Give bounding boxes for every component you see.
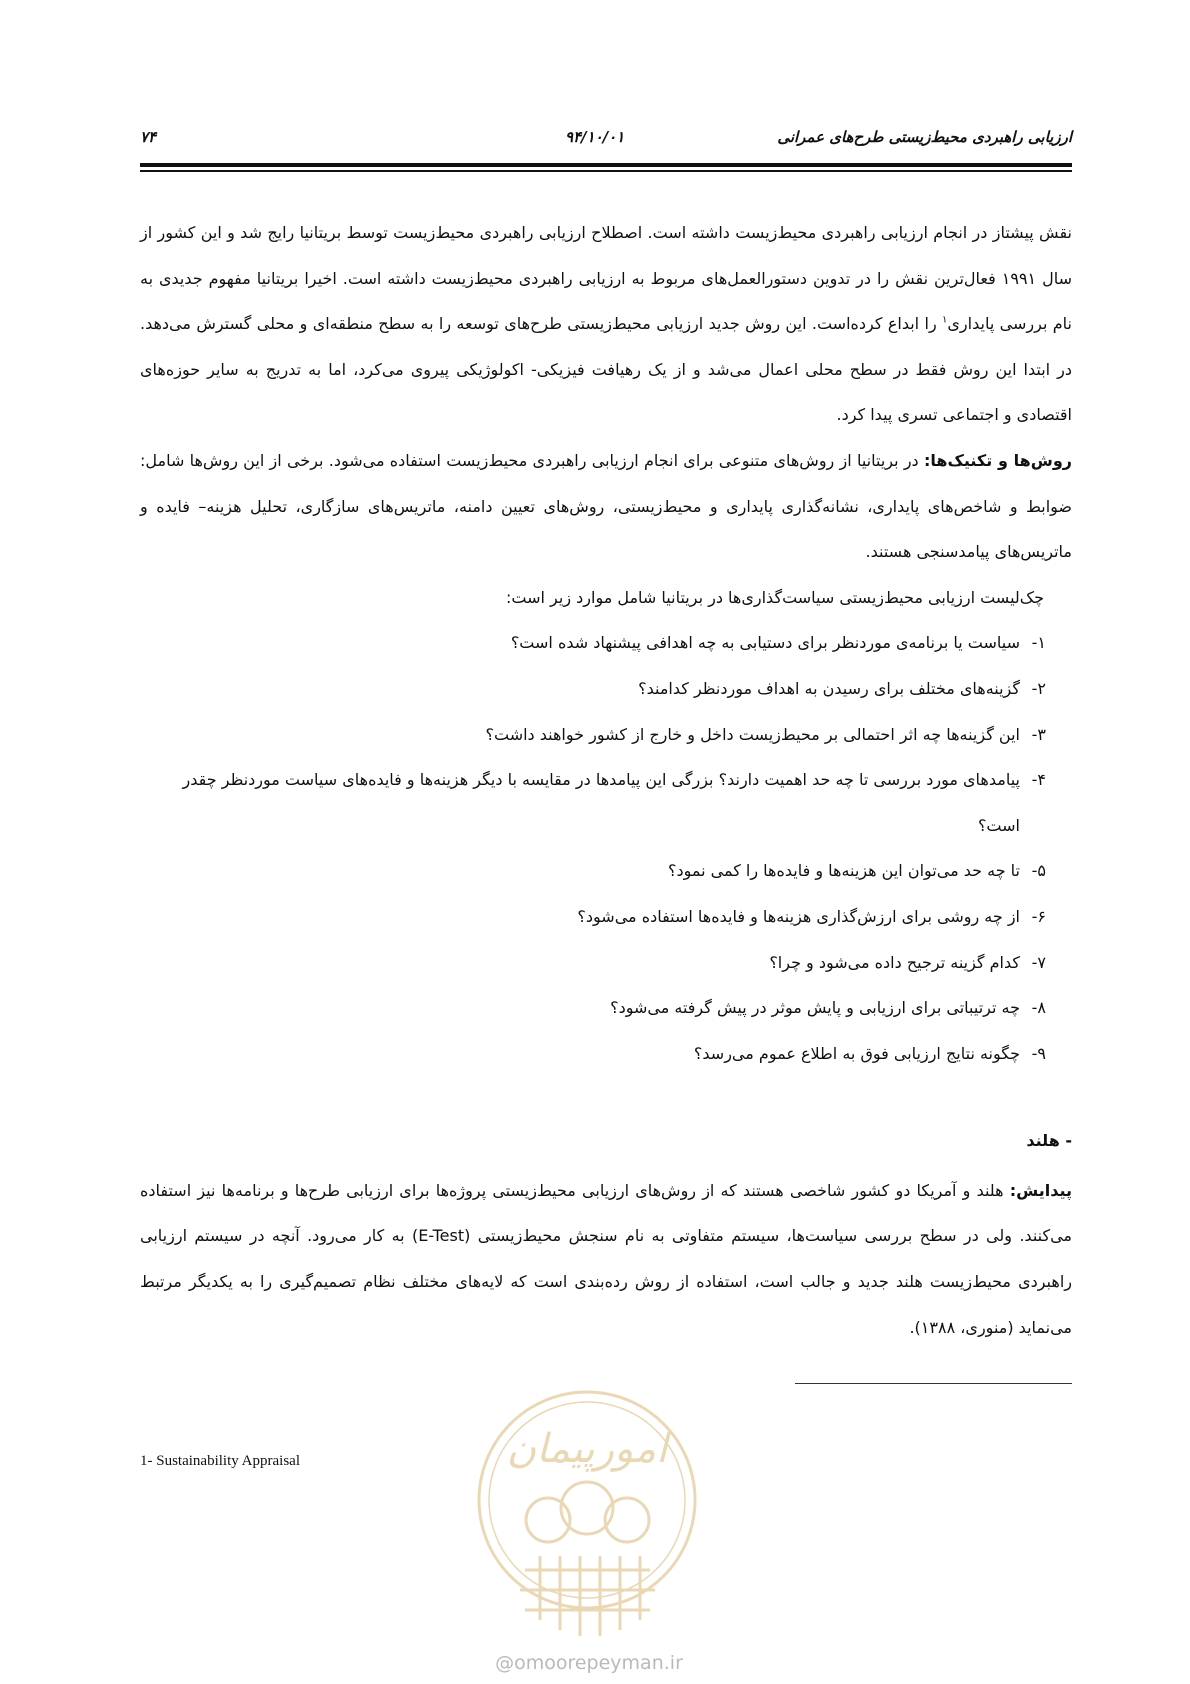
list-item: ۳- این گزینه‌ها چه اثر احتمالی بر محیط‌زیست داخل و خارج از کشور خواهند داشت؟ xyxy=(485,724,1046,744)
page-body xyxy=(140,210,1072,1350)
checklist-intro: چک‌لیست ارزیابی محیط‌زیستی سیاست‌گذاری‌ها در بریتانیا شامل موارد زیر است: xyxy=(506,587,1044,607)
list-item: ۸- چه ترتیباتی برای ارزیابی و پایش موثر در پیش گرفته می‌شود؟ xyxy=(610,998,1046,1018)
running-title: ارزیابی راهبردی محیط‌زیستی طرح‌های عمرانی xyxy=(777,128,1072,146)
list-item: ۵- تا چه حد می‌توان این هزینه‌ها و فایده‌ها را کمی نمود؟ xyxy=(667,861,1046,881)
paragraph-methods: روش‌ها و تکنیک‌ها: در بریتانیا از روش‌های متنوعی برای انجام ارزیابی راهبردی محیط‌زیست استفاده می‌شود. برخی از این روش‌ها شامل: ضوابط و شاخص‌های پایداری، نشانه‌گذاری پایداری و محیط‌زیستی، روش‌های تعیین دامنه، ماتریس‌های سازگاری، تحلیل هزینه– فایده و ماتریس‌های پیامدسنجی هستند. xyxy=(140,450,1072,562)
list-item: ۲- گزینه‌های مختلف برای رسیدن به اهداف موردنظر کدامند؟ xyxy=(638,678,1046,698)
checklist xyxy=(140,620,1072,1076)
watermark-site: @omoorepeyman.ir xyxy=(495,1652,683,1674)
section-heading-netherlands: - هلند xyxy=(1026,1131,1072,1151)
watermark-logo-text: امورپیمان xyxy=(506,1426,668,1472)
watermark-logo-icon xyxy=(470,1380,705,1660)
footnote-marker: ۱ xyxy=(942,314,948,326)
paragraph-origin: پیدایش: هلند و آمریکا دو کشور شاخصی هستند که از روش‌های ارزیابی محیط‌زیستی پروژه‌ها برای ارزیابی طرح‌ها و برنامه‌ها نیز استفاده می‌کنند. ولی در سطح بررسی سیاست‌ها، سیستم متفاوتی به نام سنجش محیط‌زیستی (E-Test) به کار می‌رود. آنچه در سیستم ارزیابی راهبردی محیط‌زیست هلند جدید و جالب است، استفاده از روش رده‌بندی است که لایه‌های مختلف نظام تصمیم‌گیری را به یکدیگر مرتبط می‌نماید (منوری، ۱۳۸۸). xyxy=(140,1180,1072,1337)
footnote-rule xyxy=(795,1383,1072,1384)
footnote: 1- Sustainability Appraisal xyxy=(140,1453,300,1469)
list-item: ۹- چگونه نتایج ارزیابی فوق به اطلاع عموم می‌رسد؟ xyxy=(693,1043,1046,1063)
origin-label: پیدایش: xyxy=(1009,1180,1072,1200)
page-header xyxy=(140,122,1072,152)
list-item: ۱- سیاست یا برنامه‌ی موردنظر برای دستیابی به چه اهدافی پیشنهاد شده است؟ xyxy=(510,633,1046,653)
list-item: ۷- کدام گزینه ترجیح داده می‌شود و چرا؟ xyxy=(769,952,1046,972)
list-item: ۴- پیامدهای مورد بررسی تا چه حد اهمیت دارند؟ بزرگی این پیامدها در مقایسه با دیگر هزینه‌ها و فایده‌های سیاست موردنظر چقدر است؟ xyxy=(182,770,1046,835)
methods-label: روش‌ها و تکنیک‌ها: xyxy=(923,450,1072,470)
list-item: ۶- از چه روشی برای ارزش‌گذاری هزینه‌ها و فایده‌ها استفاده می‌شود؟ xyxy=(577,906,1046,926)
header-rule-thick xyxy=(140,163,1072,167)
header-rule-thin xyxy=(140,170,1072,172)
paragraph-uk-history: نقش پیشتاز در انجام ارزیابی راهبردی محیط‌زیست داشته است. اصطلاح ارزیابی راهبردی محیط‌زیست توسط بریتانیا رایج شد و این کشور از سال ۱۹۹۱ فعال‌ترین نقش را در تدوین دستورالعمل‌های مربوط به ارزیابی راهبردی محیط‌زیست داشته است. اخیرا بریتانیا مفهوم جدیدی به نام بررسی پایداری$^۱$ را ابداع کرده‌است. این روش جدید ارزیابی محیط‌زیستی طرح‌های توسعه را به سطح منطقه‌ای و محلی گسترش می‌دهد. در ابتدا این روش فقط در سطح محلی اعمال می‌شد و از یک رهیافت فیزیکی- اکولوژیکی پیروی می‌کرد، اما به تدریج به سایر حوزه‌های اقتصادی و اجتماعی تسری پیدا کرد. xyxy=(140,223,1072,425)
header-date: ۹۴/۱۰/۰۱ xyxy=(565,128,625,146)
page-number: ۷۴ xyxy=(140,128,157,146)
